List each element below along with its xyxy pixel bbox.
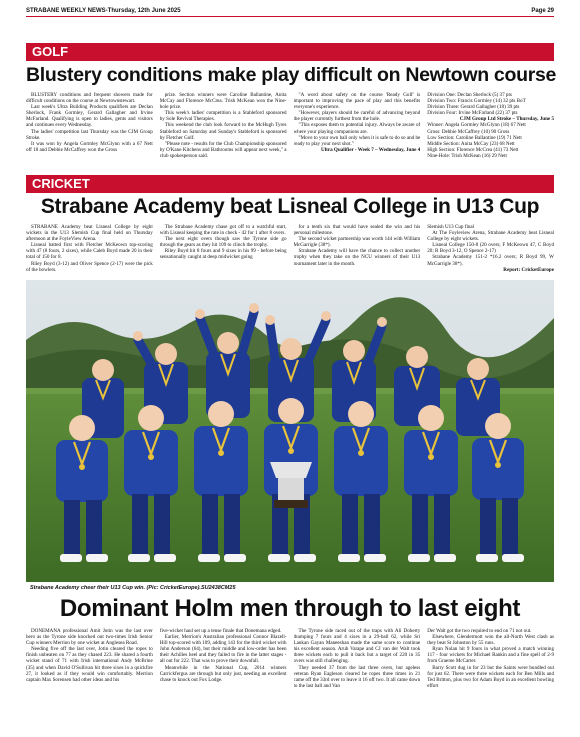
- paragraph: Ryan Nolan hit 9 fours in what proved a match winning 117 - four wickets for Michael Rankin and a fine spell of 2-9 from Graeme McCarter.: [427, 646, 554, 665]
- holm-col-4: [427, 628, 554, 732]
- golf-headline: Blustery conditions make play difficult on Newtown course: [26, 64, 557, 86]
- paragraph: The next eight overs though saw the Tyrone side go through the gears as they hit 109 to clinch the trophy.: [159, 236, 287, 249]
- paragraph: The ladies' competition last Thursday was the CJM Group Stroke.: [26, 128, 153, 141]
- result-line: Division Two: Francis Gormley (14) 32 pts BoT: [427, 98, 526, 105]
- holm-headline: Dominant Holm men through to last eight: [59, 595, 521, 622]
- holm-col-1: [26, 628, 153, 732]
- result-line: High Section: Florence McCrea (41) 73 Nett: [427, 146, 519, 153]
- section-label-golf: GOLF: [26, 43, 554, 61]
- paragraph: This weekend the club look forward to the McHugh Tyres Stableford on Saturday and Sunday's Stableford is sponsored by Fletcher Golf.: [159, 122, 287, 141]
- cricket-headline: Strabane Academy beat Lisneal College in U13 Cup: [40, 195, 540, 218]
- holm-col-3: [294, 628, 421, 732]
- paragraph: BLUSTERY conditions and frequent showers made for difficult conditions on the course at Newtownstewart.: [26, 92, 153, 105]
- result-line: Low Section: Caroline Ballantine (19) 71 Nett: [427, 134, 522, 141]
- paragraph: Meanwhile in the National Cup, 2014 winners Carrickfergus are through but only just, needing an excellent chase to knock out Fox Lodge.: [159, 664, 287, 683]
- paragraph: Elsewhere, Glendermott won the all-North West clash as they beat St Johnston by 55 runs.: [427, 634, 554, 647]
- paragraph: DONEMANA professional Amit Jotin was the last over hero as the Tyrone side knocked out two-times Irish Senior Cup winners Merrion by one wicket at Anglesea Road.: [26, 628, 153, 647]
- result-line: Middle Section: Anita McCay (23) 68 Nett: [427, 140, 515, 147]
- paragraph: Strabane Academy 151-2 *16.2 overs; R Boyd 99, W McGarrigle 38*).: [427, 254, 554, 267]
- result-line: Division Three: Gerard Gallagher (18) 39 pts: [427, 104, 520, 111]
- paragraph: Der Walt got the two required to end on 71 not out.: [427, 628, 532, 634]
- cricket-col-1: [26, 224, 153, 278]
- paragraph: prize. Section winners were Caroline Ballantine, Anita McCay and Florence McCrea. Trish McKean won the Nine-hole prize.: [159, 92, 287, 111]
- paragraph: Riley Boyd hit 8 fours and 9 sixes in his 99 - before being sensationally caught at deep midwicket going: [159, 248, 287, 261]
- result-line: Winner: Angela Gormley McGlynn (18) 67 Nett: [427, 122, 526, 129]
- result-line: Nine-Hole: Trish McKean (16) 29 Nett: [427, 152, 507, 159]
- paragraph: At The Foyleview Arena, Strabane Academy beat Lisneal College by eight wickets.: [427, 230, 554, 243]
- paragraph: Riley Boyd (3-12) and Oliver Spence (2-17) were the pick of the bowlers.: [26, 260, 153, 273]
- publication-date: STRABANE WEEKLY NEWS-Thursday, 12th June 2025: [26, 8, 181, 14]
- paragraph: Needing five off the last over, Jotin cleared the ropes to finish unbeaten on 77 as they chased 223. He shared a fourth wicket stand of 71 with Irish international Andy McBrine (35) and when David O'Sullivan hit three sixes in a quickfire 27, it looked as if they would win comfortably. Merrion captain Max Sorensen had other ideas and his: [26, 646, 153, 683]
- golf-col-2: [160, 92, 287, 168]
- golf-col-3: [294, 92, 421, 168]
- paragraph: Barry Scott dug in for 23 but the Saints were bundled out for just 62. There were three wickets each for Ben Mills and Ted Britton, plus two for Adam Boyd in an excellent bowling effort: [427, 664, 554, 689]
- report-credit: Report: CricketEurope: [503, 266, 554, 273]
- paragraph: STRABANE Academy beat Lisneal College by eight wickets in the U13 Slemish Cup final held on Thursday afternoon at the FoyleView Arena.: [26, 224, 153, 243]
- paragraph: The Tyrone side raced out of the traps with Ali Doherty thumping 7 fours and 4 sixes in a 29-ball 62, while Sri Lankan Gayan Maneeshan made the same score to continue his excellent season. Arub Varape and CJ van der Walt took three wickets each to pull it back but a target of 220 in 35 overs was still challenging.: [293, 628, 421, 665]
- team-photo-illustration: [26, 280, 554, 582]
- paragraph: Earlier, Merrion's Australian professional Connor Blazell-Hill top-scored with 109, adding 143 for the third wicket with John Anderson (64), but their middle and low-order has been their Achilles heel and they failed to fire in the latter stages - all out for 222. That was to prove their downfall.: [159, 634, 287, 665]
- paragraph: "Please note - results for the Club Championship sponsored by O'Kane Kitchens and Bathrooms will appear next week," a club spokesperson said.: [159, 140, 287, 159]
- cricket-col-2: [160, 224, 287, 278]
- paragraph: for a tenth six that would have sealed the win and his personal milestone.: [293, 224, 421, 237]
- page-header: [26, 6, 554, 17]
- cricket-col-4: [427, 224, 554, 278]
- paragraph: Last week's Ultra Building Products qualifiers are Declan Sherlock, Frank Gormley, Gerard Gallagher and Irvine McFarland. Qualifying is open to ladies, gents and visitors and continues every Wednesday.: [26, 104, 153, 129]
- photo-caption: Strabane Academy cheer their U13 Cup win. (Pic: CricketEurope).SU2438CM25: [30, 585, 236, 591]
- result-line: Division Four: Irvine McFarland (22) 37 pts: [427, 110, 518, 117]
- cricket-col-3: [294, 224, 421, 278]
- paragraph: Lisneal batted first with Fletcher McKeown top-scoring with 47 (8 fours, 2 sixes), while Caleb Boyd made 20 in their total of 150 for 8.: [26, 242, 153, 261]
- golf-article: [26, 92, 554, 168]
- paragraph: "However, players should be careful of advancing beyond the player currently furthest from the hole.: [293, 110, 421, 123]
- result-line: Slemish U13 Cup final: [427, 224, 475, 230]
- result-line: Division One: Declan Sherlock (5) 37 pts: [427, 92, 512, 98]
- paragraph: Strabane Academy will have the chance to collect another trophy when they take on the NCU winners of their U13 tournament later in the month.: [293, 248, 421, 267]
- results-heading: Ultra Qualifier - Week 7 – Wednesday, June 4: [321, 146, 421, 153]
- paragraph: Lisneal College 150-8 (20 overs; F McKeown 47, C Boyd 20; R Boyd 3-12, O Spence 2-17): [427, 242, 554, 255]
- paragraph: It was won by Angela Gormley McGlynn with a 67 Nett off 18 and Debbie McCaffrey won the Gross: [26, 140, 153, 153]
- cricket-article: [26, 224, 554, 278]
- golf-col-1: [26, 92, 153, 168]
- holm-col-2: [160, 628, 287, 732]
- page-number: Page 29: [531, 8, 554, 14]
- holm-article: [26, 628, 554, 732]
- results-heading: CJM Group Ltd Stroke – Thursday, June 5: [459, 116, 554, 123]
- paragraph: "Move to your own ball only when it is safe to do so and be ready to play your next shot.": [293, 134, 421, 147]
- paragraph: five-wicket haul set up a tense finale that Donemana edged.: [159, 628, 282, 634]
- paragraph: The second wicket partnership was worth 144 with William McGarrigle (38*).: [293, 236, 421, 249]
- paragraph: They needed 37 from the last three overs, but ageless veteran Ryan Eagleson cleared he ropes three times in 21 came off the 33rd over to leave it 16 off two. It all came down to the last ball and Van: [293, 664, 421, 689]
- team-photo: [26, 280, 554, 582]
- paragraph: "This exposes them to potential injury. Always be aware of where your playing companions are.: [293, 122, 421, 135]
- section-label-cricket: CRICKET: [26, 175, 554, 193]
- golf-col-4: [427, 92, 554, 168]
- paragraph: "A word about safety on the course 'Ready Golf' is important to improving the pace of play and this benefits everyone's experience.: [293, 92, 421, 111]
- result-line: Gross: Debbie McCaffrey (10) 90 Gross: [427, 128, 510, 135]
- paragraph: This week's ladies' competition is a Stableford sponsored by Sole Revival Therapies.: [159, 110, 287, 123]
- paragraph: The Strabane Academy chase got off to a watchful start, with Lisneal keeping the rate in check - 42 for 1 after 8 overs.: [159, 224, 287, 237]
